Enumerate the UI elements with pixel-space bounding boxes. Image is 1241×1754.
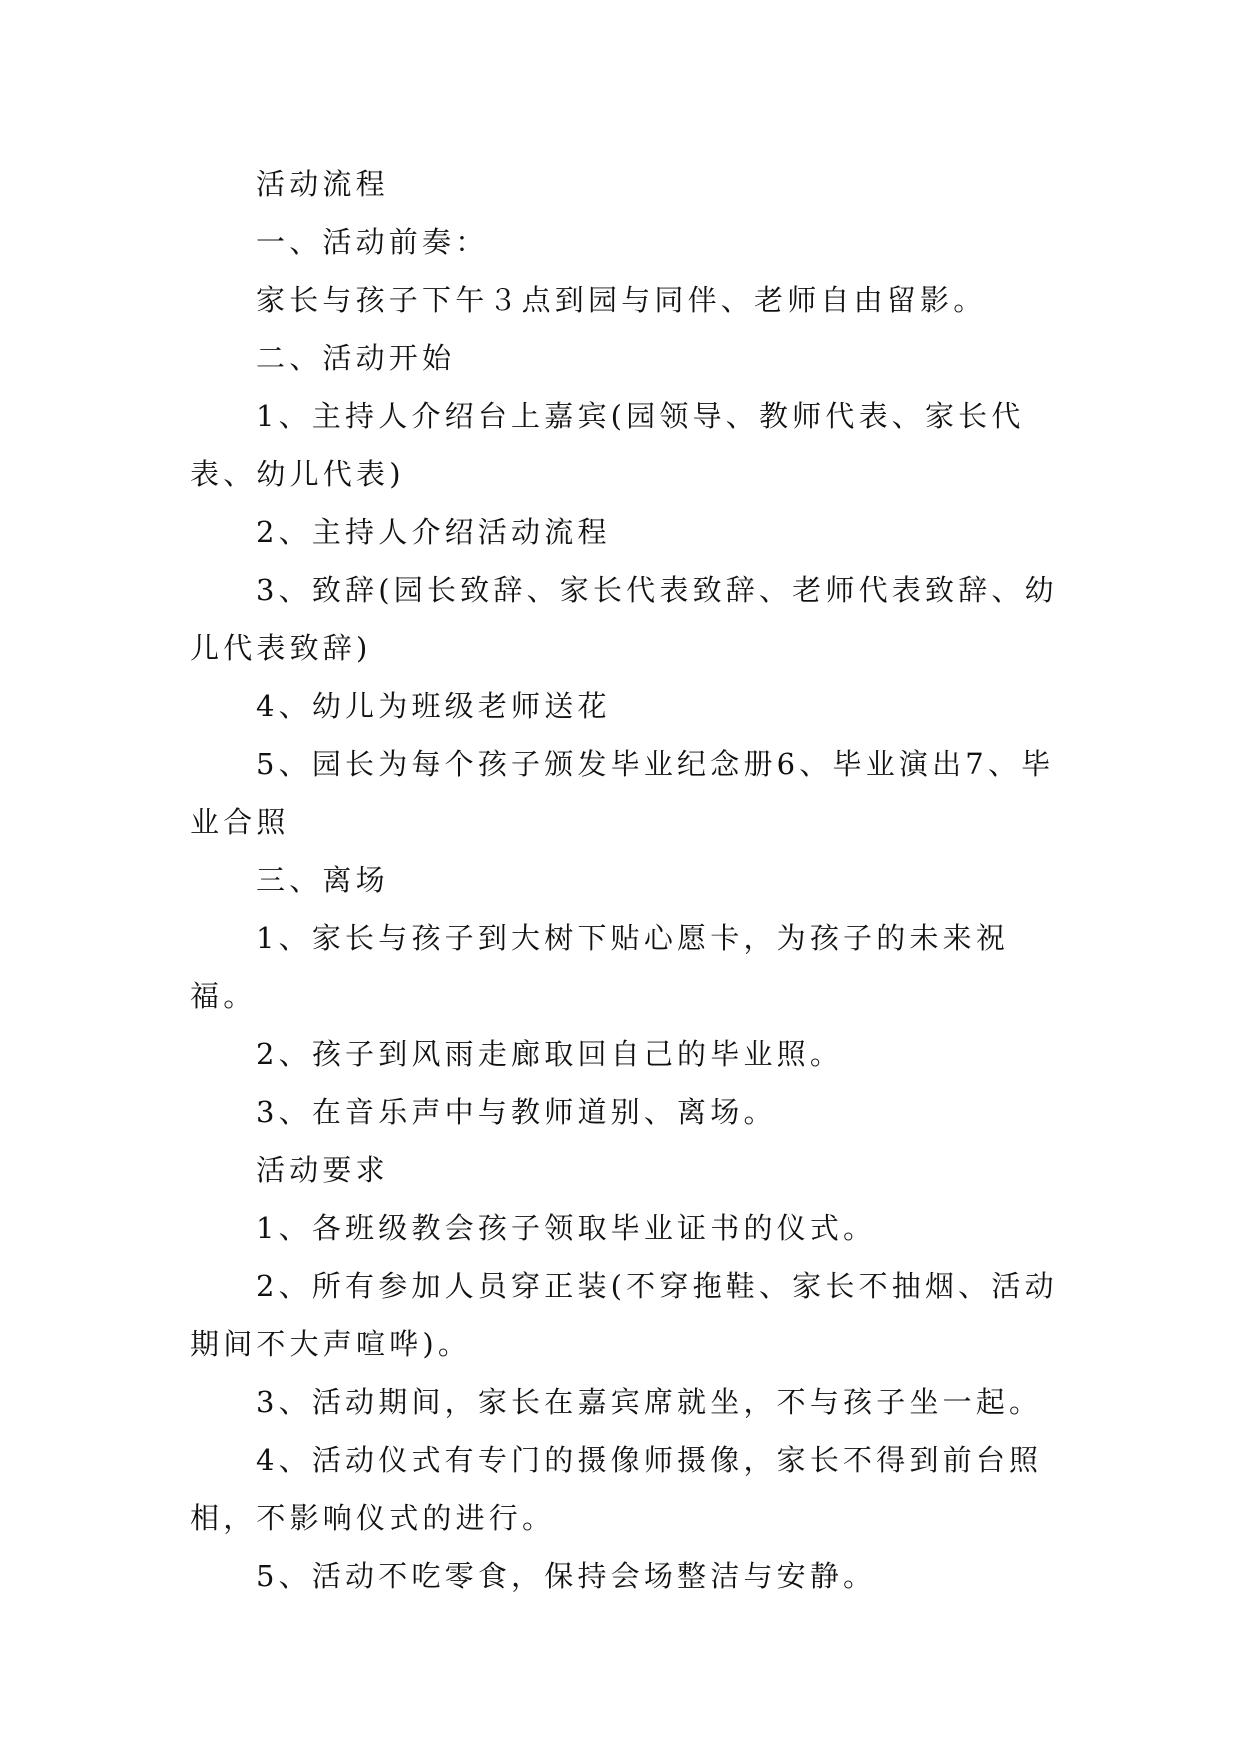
list-item-start-3: 3、致辞(园长致辞、家长代表致辞、老师代表致辞、幼儿代表致辞): [190, 573, 1058, 665]
section-heading-activity-flow: 活动流程: [256, 167, 389, 201]
paragraph-prelude-detail: 家长与孩子下午３点到园与同伴、老师自由留影。: [256, 283, 987, 317]
subheading-prelude: 一、活动前奏：: [256, 225, 489, 259]
list-item-start-5: 5、园长为每个孩子颁发毕业纪念册6、毕业演出7、毕业合照: [190, 747, 1055, 839]
list-item-start-4: 4、幼儿为班级老师送花: [256, 689, 611, 723]
list-item-departure-3: 3、在音乐声中与教师道别、离场。: [256, 1095, 777, 1129]
section-heading-activity-requirements: 活动要求: [256, 1153, 389, 1187]
document-body: [190, 155, 1060, 1605]
list-item-requirement-5: 5、活动不吃零食，保持会场整洁与安静。: [256, 1559, 877, 1593]
subheading-departure: 三、离场: [256, 863, 389, 897]
list-item-requirement-3: 3、活动期间，家长在嘉宾席就坐，不与孩子坐一起。: [256, 1385, 1043, 1419]
list-item-start-2: 2、主持人介绍活动流程: [256, 515, 611, 549]
list-item-departure-2: 2、孩子到风雨走廊取回自己的毕业照。: [256, 1037, 844, 1071]
list-item-departure-1: 1、家长与孩子到大树下贴心愿卡，为孩子的未来祝福。: [190, 921, 1010, 1013]
list-item-start-1: 1、主持人介绍台上嘉宾(园领导、教师代表、家长代表、幼儿代表): [190, 399, 1025, 491]
list-item-requirement-2: 2、所有参加人员穿正装(不穿拖鞋、家长不抽烟、活动期间不大声喧哗)。: [190, 1269, 1058, 1361]
subheading-activity-start: 二、活动开始: [256, 341, 456, 375]
list-item-requirement-4: 4、活动仪式有专门的摄像师摄像，家长不得到前台照相，不影响仪式的进行。: [190, 1443, 1043, 1535]
list-item-requirement-1: 1、各班级教会孩子领取毕业证书的仪式。: [256, 1211, 877, 1245]
